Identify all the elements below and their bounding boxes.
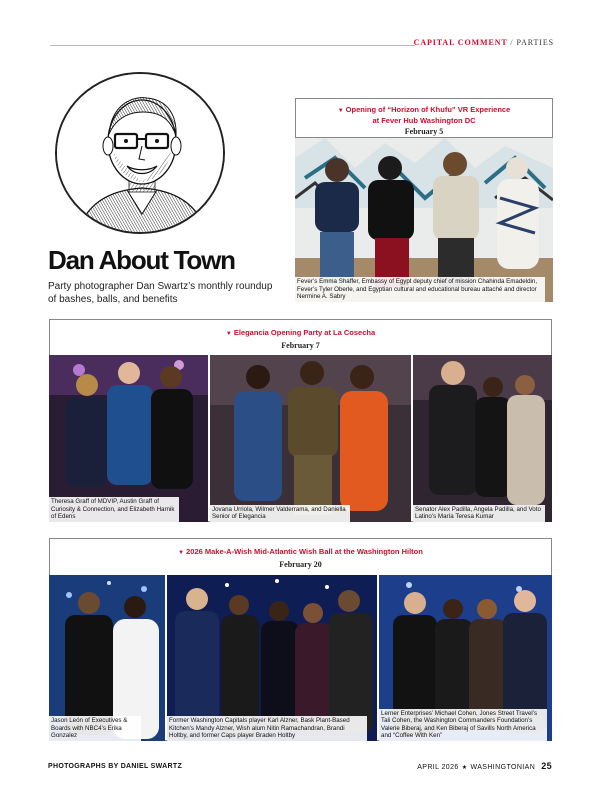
section-separator: / [510,38,514,47]
issue-date: APRIL 2026 [417,764,459,771]
event-title: ▼ 2026 Make-A-Wish Mid-Atlantic Wish Ball at the Washington Hilton [178,547,423,556]
red-triangle-icon: ▼ [225,331,232,337]
event-date: February 7 [281,341,320,350]
event-photo [49,355,208,522]
event-photo [167,575,377,741]
magazine-name: WASHINGTONIAN [470,764,536,771]
event-title-line2: at Fever Hub Washington DC [372,116,476,125]
column-title: Dan About Town [48,245,235,275]
header-rule [50,45,415,46]
red-triangle-icon: ▼ [337,108,344,114]
red-triangle-icon: ▼ [178,550,185,556]
photo-caption: Former Washington Capitals player Karl Alzner, Bask Plant-Based Kitchen’s Mandy Alzner, Wish alum Nitin Ramachandran, Brandi Holtby, and former Caps player Braden Holtby [167,716,367,741]
photo-caption: Senator Alex Padilla, Angela Padilla, and Voto Latino’s María Teresa Kumar [413,505,545,522]
photo-caption: Jovana Urriola, Wilmer Valderrama, and Daniella Senior of Elegancia [210,505,350,522]
event-date: February 20 [279,560,322,569]
event-photo [413,355,552,522]
event-title: ▼ Opening of “Horizon of Khufu” VR Experience [337,105,511,114]
photo-caption: Theresa Graff of MDVIP, Austin Graff of Curiosity & Connection, and Elizabeth Harnik of Edens [49,497,179,522]
event-date: February 5 [404,127,444,136]
event-photo [49,575,165,741]
event-box-khufu [295,98,553,138]
photo-caption: Fever’s Emma Shaffer, Embassy of Egypt deputy chief of mission Chahinda Emadeldin, Fever’s Tyler Oberle, and Egyptian cultural and educational bureau attaché and director Nermine A. Sabry [295,277,545,302]
photo-caption: Lerner Enterprises’ Michael Cohen, Jones Street Travel’s Tali Cohen, the Washington Commanders Foundation’s Valerie Biberaj, and Ken Biberaj of Savills North America and “Coffee With Ken” [379,709,547,741]
photo-caption: Jason León of Executives & Boards with NBC4’s Erika Gonzalez [49,716,141,741]
event-photo [295,138,553,302]
section-label [414,38,554,47]
columnist-portrait [55,72,225,234]
subsection-name: PARTIES [516,38,554,47]
event-photo [210,355,411,522]
page-footer [417,761,552,771]
star-icon: ★ [461,765,468,771]
column-dek: Party photographer Dan Swartz’s monthly roundup of bashes, balls, and benefits [48,281,273,305]
photo-credit: PHOTOGRAPHS BY DANIEL SWARTZ [48,763,183,770]
section-name: CAPITAL COMMENT [413,38,508,47]
event-title: ▼ Elegancia Opening Party at La Cosecha [225,328,376,337]
page-number: 25 [541,761,552,771]
event-photo [379,575,552,741]
